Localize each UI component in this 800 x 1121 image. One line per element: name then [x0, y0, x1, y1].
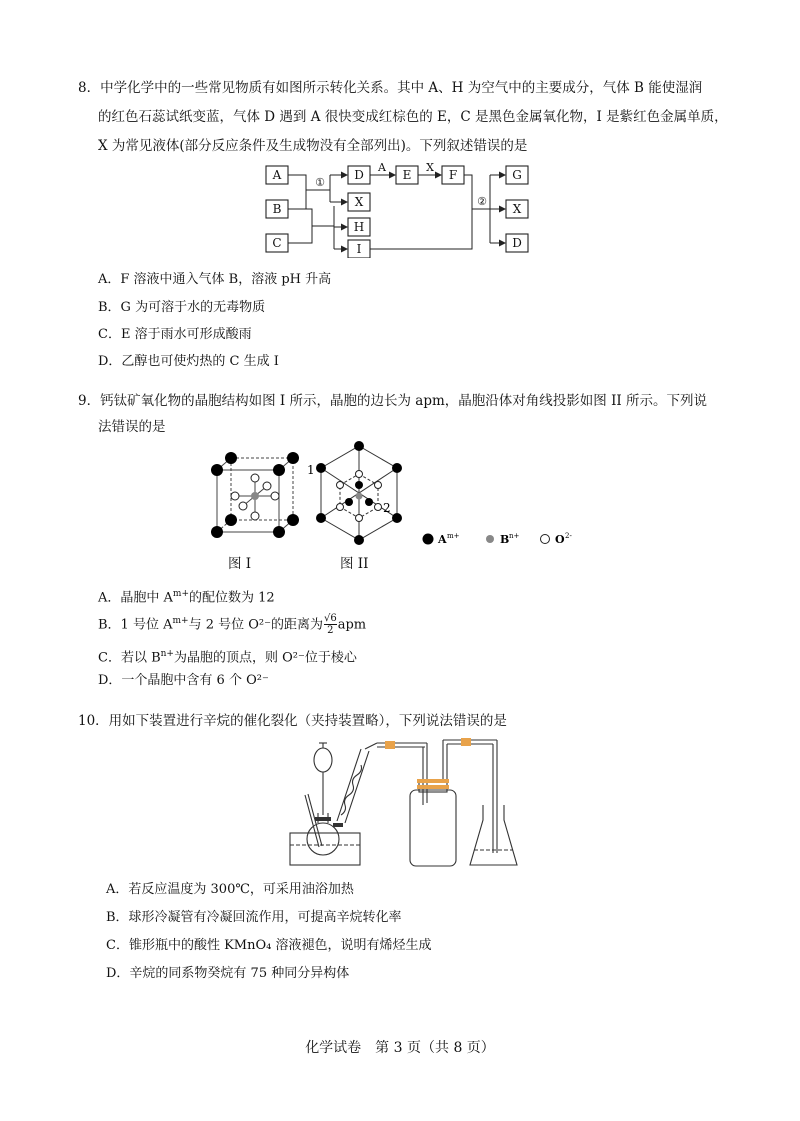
- q8-flow-diagram: [260, 158, 550, 258]
- q10-apparatus-illustration: [285, 735, 525, 870]
- svg-text:I: I: [356, 242, 362, 256]
- q8-option-d: D．乙醇也可使灼热的 C 生成 I: [98, 354, 279, 369]
- svg-text:m+: m+: [447, 532, 460, 540]
- position-1-label: 1: [307, 463, 315, 477]
- q9-stem-line2: 法错误的是: [98, 419, 166, 435]
- q9-figure-1-caption: 图 I: [228, 556, 252, 572]
- svg-text:G: G: [512, 168, 522, 182]
- q8-stem-line1: 8．中学化学中的一些常见物质有如图所示转化关系。其中 A、H 为空气中的主要成分，气体 B 能使湿润: [78, 80, 703, 96]
- q9-legend: [420, 528, 600, 550]
- svg-text:B: B: [500, 533, 510, 546]
- svg-text:2-: 2-: [565, 532, 572, 540]
- position-2-label: 2: [383, 501, 391, 515]
- q9-figure-2-projection: [305, 440, 405, 552]
- svg-text:E: E: [402, 168, 412, 182]
- q9-figure-2-caption: 图 II: [340, 556, 369, 572]
- q8-option-a: A．F 溶液中通入气体 B，溶液 pH 升高: [98, 272, 332, 287]
- svg-text:X: X: [354, 195, 364, 209]
- svg-text:X: X: [512, 202, 522, 216]
- q9-figure-1-crystal-cell: [205, 448, 305, 548]
- svg-text:n+: n+: [509, 532, 520, 540]
- q9-option-c: C．若以 $B^{n+}$为晶胞的顶点，则 O²⁻位于棱心: [98, 649, 357, 666]
- q8-option-c: C．E 溶于雨水可形成酸雨: [98, 327, 252, 342]
- q10-option-b: B．球形冷凝管有冷凝回流作用，可提高辛烷转化率: [106, 910, 402, 925]
- svg-text:A: A: [378, 161, 386, 174]
- svg-text:H: H: [353, 220, 365, 234]
- q9-stem-line1: 9．钙钛矿氧化物的晶胞结构如图 I 所示，晶胞的边长为 apm，晶胞沿体对角线投影如图 II 所示。下列说: [78, 393, 708, 409]
- fraction: $\frac{√6}{2}$: [323, 613, 337, 637]
- svg-text:A: A: [272, 168, 282, 182]
- svg-text:O: O: [555, 533, 565, 546]
- svg-text:B: B: [272, 202, 282, 216]
- q8-stem-line2: 的红色石蕊试纸变蓝，气体 D 遇到 A 很快变成红棕色的 E，C 是黑色金属氧化物，I 是紫红色金属单质，: [98, 109, 728, 125]
- svg-text:A: A: [438, 533, 447, 546]
- page-footer: 化学试卷 第 3 页（共 8 页）: [305, 1040, 495, 1056]
- q9-option-a: A．晶胞中 $A^{m+}$的配位数为 12: [98, 589, 275, 606]
- q8-stem-line3: X 为常见液体(部分反应条件及生成物没有全部列出)。下列叙述错误的是: [98, 138, 528, 154]
- svg-text:C: C: [272, 236, 282, 250]
- svg-text:D: D: [354, 168, 364, 182]
- svg-text:D: D: [512, 236, 522, 250]
- q10-stem: 10．用如下装置进行辛烷的催化裂化（夹持装置略），下列说法错误的是: [78, 713, 507, 729]
- q10-option-d: D．辛烷的同系物癸烷有 75 种同分异构体: [106, 966, 350, 981]
- svg-text:F: F: [448, 168, 458, 182]
- q9-option-b: B．1 号位 $A^{m+}$与 2 号位 O²⁻的距离为 $\frac{√6}{2}$ apm: [98, 613, 367, 637]
- q10-option-c: C．锥形瓶中的酸性 KMnO₄ 溶液褪色，说明有烯烃生成: [106, 938, 432, 953]
- q10-option-a: A．若反应温度为 300℃，可采用油浴加热: [106, 882, 354, 897]
- q9-option-d: D．一个晶胞中含有 6 个 O²⁻: [98, 673, 269, 688]
- svg-text:X: X: [426, 161, 434, 174]
- svg-text:②: ②: [477, 195, 487, 208]
- q8-option-b: B．G 为可溶于水的无毒物质: [98, 300, 266, 315]
- svg-text:①: ①: [315, 176, 325, 189]
